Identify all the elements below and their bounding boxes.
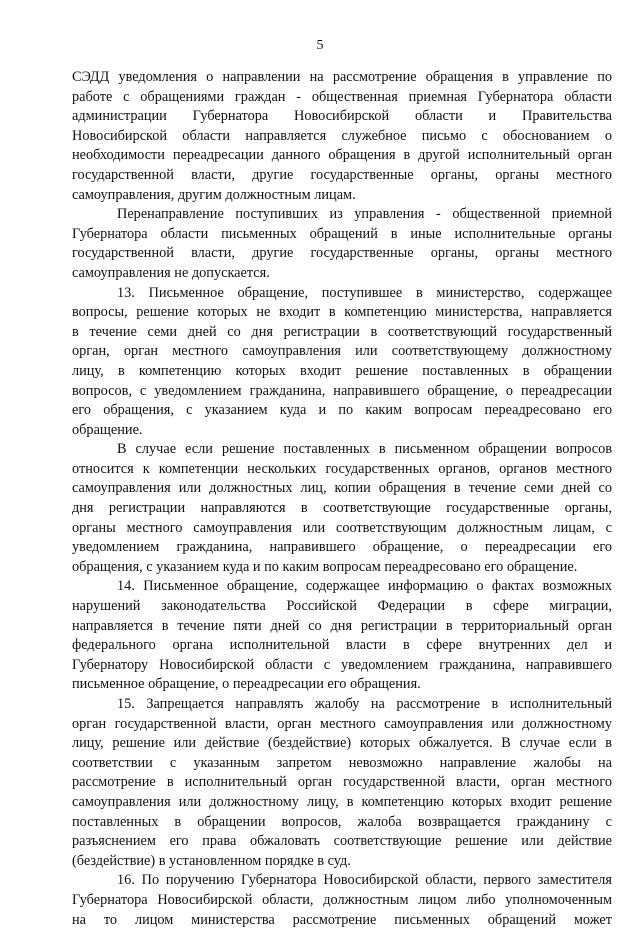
paragraph — [72, 68, 612, 205]
text-line: федерального органа исполнительной власти в сфере внутренних дел и — [72, 637, 612, 654]
text-line: Перенаправление поступивших из управления - общественной приемной — [117, 206, 612, 223]
paragraph — [72, 695, 612, 871]
text-line: самоуправления или должностных лиц, копии обращения в течение семи дней со — [72, 480, 612, 497]
text-line: разъяснением его права обжаловать соответствующие решение или действие — [72, 833, 612, 850]
text-line: орган, орган местного самоуправления или соответствующему должностному — [72, 343, 612, 360]
text-line: администрации Губернатора Новосибирской области и Правительства — [72, 108, 612, 125]
text-line: лицу, в компетенцию которых входит решение поставленных в обращении — [72, 362, 612, 379]
paragraph — [72, 284, 612, 441]
text-line: рассмотрение в исполнительный орган государственной власти, орган местного — [72, 774, 612, 791]
text-line: относится к компетенции нескольких государственных органов, органов местного — [72, 460, 612, 477]
text-line: обращение. — [72, 421, 143, 438]
text-line: работе с обращениями граждан - общественная приемная Губернатора области — [72, 88, 612, 105]
text-line: нарушений законодательства Российской Федерации в сфере миграции, — [72, 598, 612, 615]
text-line: Губернатора Новосибирской области, должностным лицом либо уполномоченным — [72, 891, 612, 908]
text-line: государственной власти, другие государственные органы, органы местного — [72, 166, 612, 183]
text-line: 15. Запрещается направлять жалобу на рассмотрение в исполнительный — [117, 696, 612, 712]
text-line: 13. Письменное обращение, поступившее в министерство, содержащее — [117, 284, 612, 301]
text-line: самоуправления не допускается. — [72, 264, 270, 281]
text-line: государственной власти, другие государственные органы, органы местного — [72, 245, 612, 262]
text-line: лицу, решение или действие (бездействие) которых обжалуется. В случае если в — [72, 735, 612, 752]
text-line: на то лицом министерства рассмотрение письменных обращений может — [72, 911, 612, 928]
text-line: в течение семи дней со дня регистрации в соответствующий государственный — [72, 323, 612, 340]
text-line: соответствии с указанным запретом невозможно направление жалобы на — [72, 754, 612, 771]
paragraph — [72, 577, 612, 695]
text-line: Губернатору Новосибирской области с уведомлением гражданина, направившего — [72, 656, 612, 673]
text-line: уведомлением гражданина, направившего обращение, о переадресации его — [72, 539, 612, 556]
text-line: вопросы, решение которых не входит в компетенцию министерства, направляется — [72, 304, 612, 321]
text-line: 16. По поручению Губернатора Новосибирской области, первого заместителя — [117, 872, 612, 889]
text-line: вопросов, с уведомлением гражданина, направившего обращение, о переадресации — [72, 382, 612, 399]
text-line: поставленных в обращении вопросов, жалоба возвращается гражданину с — [72, 813, 612, 830]
text-line: Новосибирской области направляется служебное письмо с обоснованием о — [72, 127, 612, 144]
text-line: 14. Письменное обращение, содержащее информацию о фактах возможных — [117, 578, 612, 595]
text-line: обращения, с указанием куда и по каким вопросам переадресовано его обращение. — [72, 558, 578, 575]
text-line: письменное обращение, о переадресации его обращения. — [72, 676, 421, 693]
text-line: его обращения, с указанием куда и по каким вопросам переадресовано его — [72, 402, 612, 419]
text-line: СЭДД уведомления о направлении на рассмотрение обращения в управление по — [72, 69, 612, 85]
page-number: 5 — [316, 38, 324, 53]
text-line: (бездействие) в установленном порядке в суд. — [72, 852, 351, 869]
paragraph — [72, 205, 612, 283]
text-line: орган государственной власти, орган местного самоуправления или должностному — [72, 715, 612, 732]
text-line: необходимости переадресации данного обращения в другой исполнительный орган — [72, 147, 612, 164]
paragraph — [72, 440, 612, 577]
text-line: Губернатора области письменных обращений в иные исполнительные органы — [72, 225, 612, 242]
document-body — [72, 68, 612, 930]
text-line: самоуправления, другим должностным лицам. — [72, 186, 356, 203]
text-line: самоуправления или должностному лицу, в компетенцию которых входит решение — [72, 793, 612, 810]
text-line: В случае если решение поставленных в письменном обращении вопросов — [117, 441, 612, 458]
paragraph — [72, 871, 612, 930]
text-line: органы местного самоуправления или соответствующим должностным лицам, с — [72, 519, 612, 536]
text-line: дня регистрации направляются в соответствующие государственные органы, — [72, 500, 612, 517]
text-line: направляется в течение пяти дней со дня регистрации в территориальный орган — [72, 617, 612, 634]
